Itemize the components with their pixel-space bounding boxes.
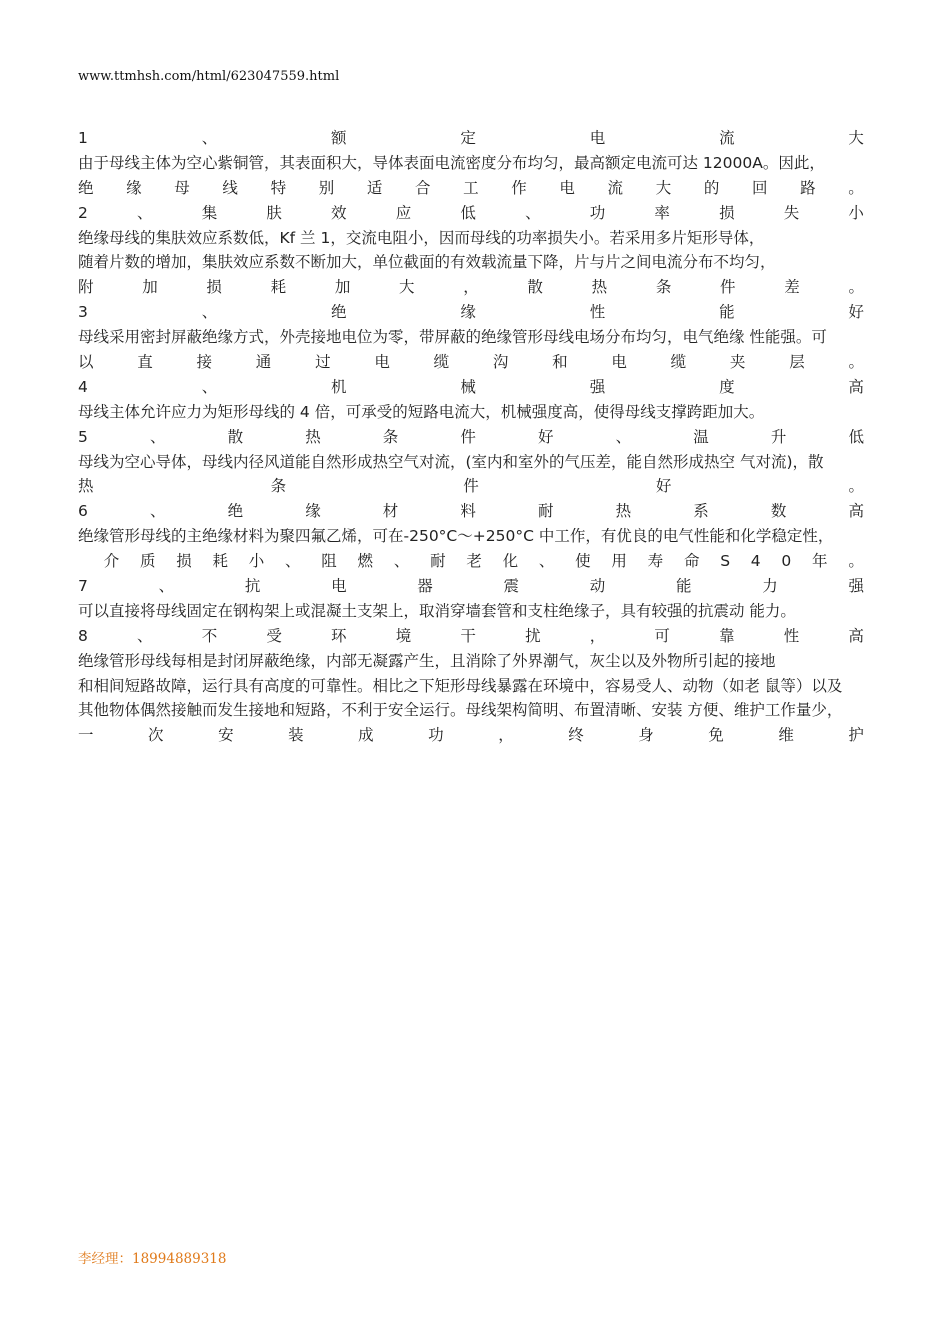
justified-line: 附 加 损 耗 加 大 ， 散 热 条 件 差 。 [78,278,864,297]
justified-line: 2 、 集 肤 效 应 低 、 功 率 损 失 小 [78,203,864,222]
text-line: 母线为空心导体，母线内径风道能自然形成热空气对流，(室内和室外的气压差，能自然形成热空 气对流)，散 [78,452,824,471]
justified-line: 4 、 机 械 强 度 高 [78,377,864,396]
text-line: 可以直接将母线固定在钢构架上或混凝土支架上，取消穿墙套管和支柱绝缘子，具有较强的抗震动 能力。 [78,601,796,620]
justified-line: 一 次 安 装 成 功 ， 终 身 免 维 护 [78,726,864,745]
justified-line: 3 、 绝 缘 性 能 好 [78,303,864,322]
justified-line: 绝 缘 母 线 特 别 适 合 工 作 电 流 大 的 回 路 。 [78,178,864,197]
justified-line: 8 、 不 受 环 境 干 扰 ， 可 靠 性 高 [78,626,864,645]
justified-line: 1 、 额 定 电 流 大 [78,129,864,147]
text-line: 母线主体允许应力为矩形母线的 4 倍，可承受的短路电流大，机械强度高，使得母线支撑跨距加大。 [78,402,765,421]
text-line: 母线采用密封屏蔽绝缘方式，外壳接地电位为零，带屏蔽的绝缘管形母线电场分布均匀，电气绝缘 性能强。可 [78,328,827,347]
text-line: 随着片数的增加，集肤效应系数不断加大，单位截面的有效载流量下降，片与片之间电流分布不均匀， [78,253,776,272]
justified-line: 7 、 抗 电 器 震 动 能 力 强 [78,577,864,596]
justified-line: 介 质 损 耗 小 、 阻 燃 、 耐 老 化 、 使 用 寿 命 S 4 0 年 。 [103,552,864,571]
text-line: 由于母线主体为空心紫铜管，其表面积大，导体表面电流密度分布均匀，最高额定电流可达 12000A。因此， [78,153,825,172]
text-line: 和相间短路故障，运行具有高度的可靠性。相比之下矩形母线暴露在环境中，容易受人、动物（如老 鼠等）以及 [78,676,843,695]
document-body [78,126,864,748]
page-url: www.ttmhsh.com/html/623047559.html [78,69,340,84]
justified-line: 6 、 绝 缘 材 料 耐 热 系 数 高 [78,502,864,521]
text-line: 绝缘母线的集肤效应系数低，Kf 兰 1，交流电阻小，因而母线的功率损失小。若采用多片矩形导体， [78,228,765,247]
contact-footer: 李经理：18994889318 [78,1251,227,1267]
text-line: 绝缘管形母线每相是封闭屏蔽绝缘，内部无凝露产生，且消除了外界潮气，灰尘以及外物所引起的接地 [78,651,776,670]
justified-line: 5 、 散 热 条 件 好 、 温 升 低 [78,427,864,446]
text-line: 绝缘管形母线的主绝缘材料为聚四氟乙烯，可在-250°C～+250°C 中工作，有优良的电气性能和化学稳定性， [78,527,834,546]
justified-line: 以 直 接 通 过 电 缆 沟 和 电 缆 夹 层 。 [78,353,864,372]
text-line: 其他物体偶然接触而发生接地和短路，不利于安全运行。母线架构简明、布置清晰、安装 方便、维护工作量少， [78,701,843,720]
justified-line: 热 条 件 好 。 [78,477,864,496]
